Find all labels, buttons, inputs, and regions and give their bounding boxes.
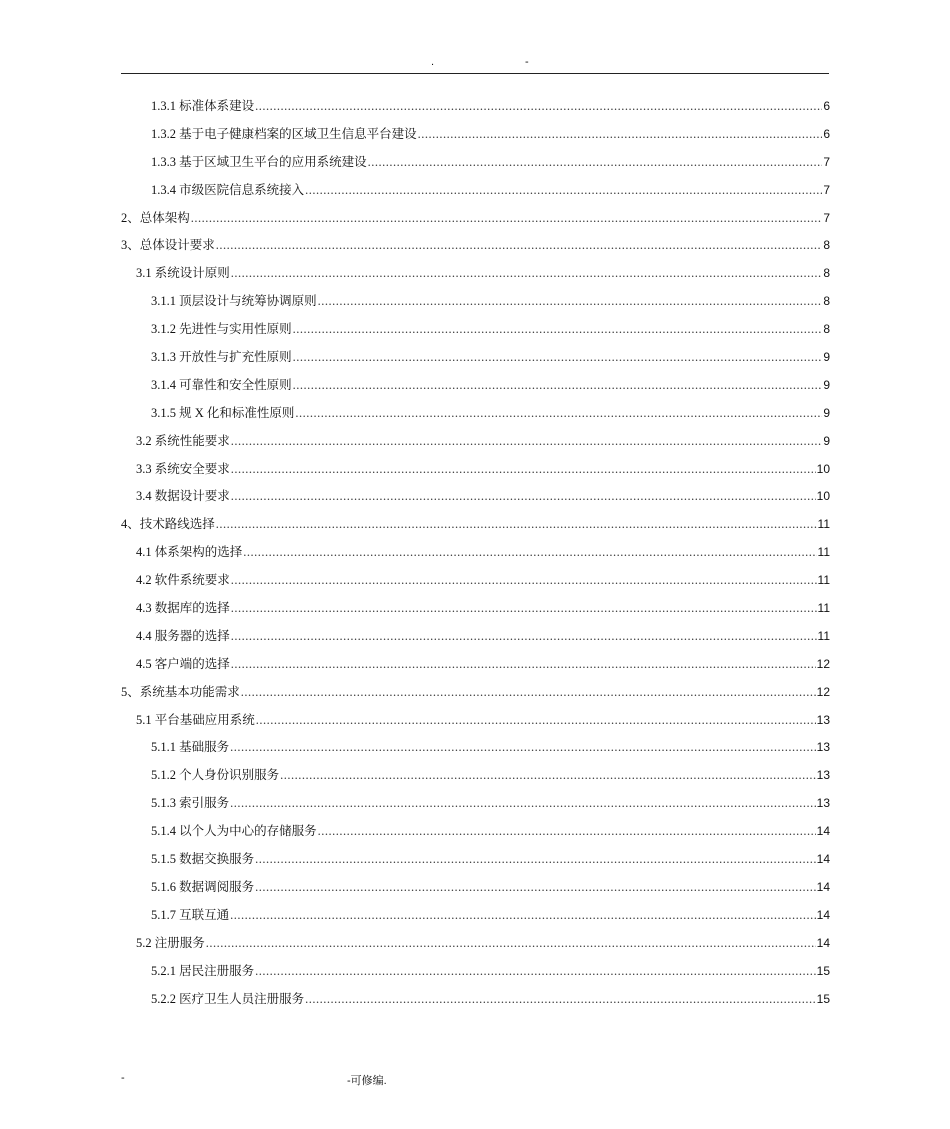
toc-leader-dots xyxy=(255,93,822,121)
toc-entry[interactable] xyxy=(121,874,830,902)
toc-entry-title: 5.2 注册服务 xyxy=(136,935,205,950)
toc-entry-page-number: 11 xyxy=(817,628,830,643)
toc-entry-title: 3.2 系统性能要求 xyxy=(136,433,230,448)
toc-leader-dots xyxy=(255,874,816,902)
toc-entry[interactable] xyxy=(121,539,830,567)
toc-entry-page-number: 13 xyxy=(816,740,830,755)
toc-entry-page-number: 12 xyxy=(816,656,830,671)
toc-entry[interactable] xyxy=(121,818,830,846)
toc-leader-dots xyxy=(231,483,816,511)
toc-entry[interactable] xyxy=(121,734,830,762)
toc-leader-dots xyxy=(256,707,816,735)
toc-leader-dots xyxy=(295,400,822,428)
toc-leader-dots xyxy=(293,344,823,372)
toc-entry-title: 4.5 客户端的选择 xyxy=(136,656,230,671)
toc-entry-page-number: 14 xyxy=(816,852,830,867)
toc-entry[interactable] xyxy=(121,93,830,121)
toc-entry[interactable] xyxy=(121,483,830,511)
toc-leader-dots xyxy=(191,205,823,233)
toc-entry-page-number: 8 xyxy=(823,266,830,281)
toc-entry[interactable] xyxy=(121,400,830,428)
toc-entry-page-number: 11 xyxy=(817,517,830,532)
toc-entry-page-number: 7 xyxy=(823,210,830,225)
toc-entry-page-number: 11 xyxy=(817,545,830,560)
toc-entry[interactable] xyxy=(121,762,830,790)
toc-entry-title: 3.1.1 顶层设计与统筹协调原则 xyxy=(151,294,317,309)
toc-entry-title: 5.1.5 数据交换服务 xyxy=(151,852,255,867)
toc-entry-title: 5.1.2 个人身份识别服务 xyxy=(151,768,280,783)
toc-entry[interactable] xyxy=(121,595,830,623)
toc-entry-page-number: 13 xyxy=(816,768,830,783)
header-mark-left: . xyxy=(431,56,435,68)
toc-leader-dots xyxy=(243,539,816,567)
toc-entry-title: 5.1 平台基础应用系统 xyxy=(136,712,255,727)
toc-entry-title: 5.1.6 数据调阅服务 xyxy=(151,879,255,894)
toc-entry-page-number: 9 xyxy=(823,377,830,392)
toc-leader-dots xyxy=(318,818,816,846)
toc-entry-page-number: 6 xyxy=(823,126,830,141)
toc-entry-title: 2、总体架构 xyxy=(121,210,190,225)
toc-entry[interactable] xyxy=(121,260,830,288)
toc-entry-title: 3.4 数据设计要求 xyxy=(136,489,230,504)
toc-entry-page-number: 7 xyxy=(823,182,830,197)
toc-leader-dots xyxy=(293,372,823,400)
toc-entry-title: 5.2.2 医疗卫生人员注册服务 xyxy=(151,991,305,1006)
toc-entry-title: 3.1.4 可靠性和安全性原则 xyxy=(151,377,292,392)
toc-entry-title: 3.1.2 先进性与实用性原则 xyxy=(151,322,292,337)
toc-entry-title: 5.1.3 索引服务 xyxy=(151,796,230,811)
toc-leader-dots xyxy=(216,511,817,539)
toc-entry-title: 5、系统基本功能需求 xyxy=(121,684,240,699)
toc-entry[interactable] xyxy=(121,707,830,735)
toc-leader-dots xyxy=(241,679,816,707)
toc-entry-page-number: 11 xyxy=(817,601,830,616)
toc-entry-title: 3、总体设计要求 xyxy=(121,238,215,253)
footer-editable-note: -可修编. xyxy=(347,1075,387,1087)
toc-entry[interactable] xyxy=(121,344,830,372)
toc-entry-title: 4、技术路线选择 xyxy=(121,517,215,532)
toc-entry-title: 1.3.3 基于区域卫生平台的应用系统建设 xyxy=(151,154,367,169)
toc-entry-page-number: 12 xyxy=(816,684,830,699)
toc-entry[interactable] xyxy=(121,316,830,344)
toc-entry-page-number: 9 xyxy=(823,433,830,448)
toc-entry[interactable] xyxy=(121,456,830,484)
toc-entry[interactable] xyxy=(121,930,830,958)
toc-entry[interactable] xyxy=(121,679,830,707)
toc-entry-page-number: 9 xyxy=(823,350,830,365)
toc-entry-page-number: 15 xyxy=(816,963,830,978)
header-mark-right: - xyxy=(525,56,529,68)
toc-entry[interactable] xyxy=(121,986,830,1014)
toc-entry-page-number: 7 xyxy=(823,154,830,169)
footer-left-mark: - xyxy=(121,1072,125,1084)
toc-entry[interactable] xyxy=(121,651,830,679)
toc-leader-dots xyxy=(206,930,816,958)
toc-entry-title: 3.1.5 规 X 化和标准性原则 xyxy=(151,405,295,420)
toc-entry-page-number: 13 xyxy=(816,712,830,727)
toc-entry-page-number: 8 xyxy=(823,322,830,337)
toc-entry-page-number: 14 xyxy=(816,907,830,922)
toc-entry-title: 4.3 数据库的选择 xyxy=(136,601,230,616)
toc-entry-title: 1.3.4 市级医院信息系统接入 xyxy=(151,182,305,197)
toc-leader-dots xyxy=(368,149,823,177)
toc-entry[interactable] xyxy=(121,902,830,930)
toc-leader-dots xyxy=(255,958,816,986)
toc-leader-dots xyxy=(231,623,817,651)
toc-leader-dots xyxy=(418,121,823,149)
toc-entry-title: 4.1 体系架构的选择 xyxy=(136,545,243,560)
toc-entry[interactable] xyxy=(121,372,830,400)
toc-entry-page-number: 10 xyxy=(816,461,830,476)
toc-entry-page-number: 10 xyxy=(816,489,830,504)
toc-leader-dots xyxy=(231,456,816,484)
toc-entry-page-number: 8 xyxy=(823,238,830,253)
toc-entry-title: 5.1.1 基础服务 xyxy=(151,740,230,755)
toc-entry[interactable] xyxy=(121,846,830,874)
toc-leader-dots xyxy=(231,595,817,623)
toc-leader-dots xyxy=(305,177,822,205)
toc-entry[interactable] xyxy=(121,205,830,233)
toc-leader-dots xyxy=(305,986,816,1014)
page-header xyxy=(121,56,829,74)
toc-entry-title: 4.4 服务器的选择 xyxy=(136,628,230,643)
toc-entry-page-number: 6 xyxy=(823,99,830,113)
toc-entry-page-number: 11 xyxy=(817,573,830,588)
toc-entry[interactable] xyxy=(121,428,830,456)
toc-entry-title: 4.2 软件系统要求 xyxy=(136,573,230,588)
toc-entry-page-number: 14 xyxy=(816,824,830,839)
toc-leader-dots xyxy=(318,288,823,316)
toc-leader-dots xyxy=(230,902,816,930)
toc-leader-dots xyxy=(216,232,823,260)
toc-entry[interactable] xyxy=(121,567,830,595)
toc-entry-page-number: 15 xyxy=(816,991,830,1006)
toc-entry[interactable] xyxy=(121,958,830,986)
toc-leader-dots xyxy=(230,790,816,818)
toc-leader-dots xyxy=(255,846,816,874)
toc-entry[interactable] xyxy=(121,177,830,205)
toc-leader-dots xyxy=(231,428,823,456)
toc-leader-dots xyxy=(231,260,823,288)
toc-entry[interactable] xyxy=(121,121,830,149)
toc-entry-title: 5.2.1 居民注册服务 xyxy=(151,963,255,978)
toc-entry-title: 5.1.4 以个人为中心的存储服务 xyxy=(151,824,317,839)
toc-entry-title: 3.1.3 开放性与扩充性原则 xyxy=(151,350,292,365)
table-of-contents xyxy=(121,93,830,1013)
toc-entry-page-number: 14 xyxy=(816,879,830,894)
toc-entry[interactable] xyxy=(121,511,830,539)
toc-entry[interactable] xyxy=(121,288,830,316)
toc-leader-dots xyxy=(231,567,817,595)
toc-leader-dots xyxy=(230,734,816,762)
toc-entry-page-number: 8 xyxy=(823,294,830,309)
toc-leader-dots xyxy=(280,762,816,790)
toc-entry-title: 3.1 系统设计原则 xyxy=(136,266,230,281)
toc-entry[interactable] xyxy=(121,790,830,818)
page-footer xyxy=(121,1072,829,1088)
toc-leader-dots xyxy=(231,651,816,679)
toc-entry-title: 3.3 系统安全要求 xyxy=(136,461,230,476)
toc-entry-page-number: 9 xyxy=(823,405,830,420)
toc-entry-title: 5.1.7 互联互通 xyxy=(151,907,230,922)
toc-entry-title: 1.3.1 标准体系建设 xyxy=(151,99,255,113)
toc-entry[interactable] xyxy=(121,232,830,260)
toc-entry[interactable] xyxy=(121,623,830,651)
toc-entry-page-number: 13 xyxy=(816,796,830,811)
toc-leader-dots xyxy=(293,316,823,344)
toc-entry[interactable] xyxy=(121,149,830,177)
toc-entry-page-number: 14 xyxy=(816,935,830,950)
toc-entry-title: 1.3.2 基于电子健康档案的区域卫生信息平台建设 xyxy=(151,126,417,141)
